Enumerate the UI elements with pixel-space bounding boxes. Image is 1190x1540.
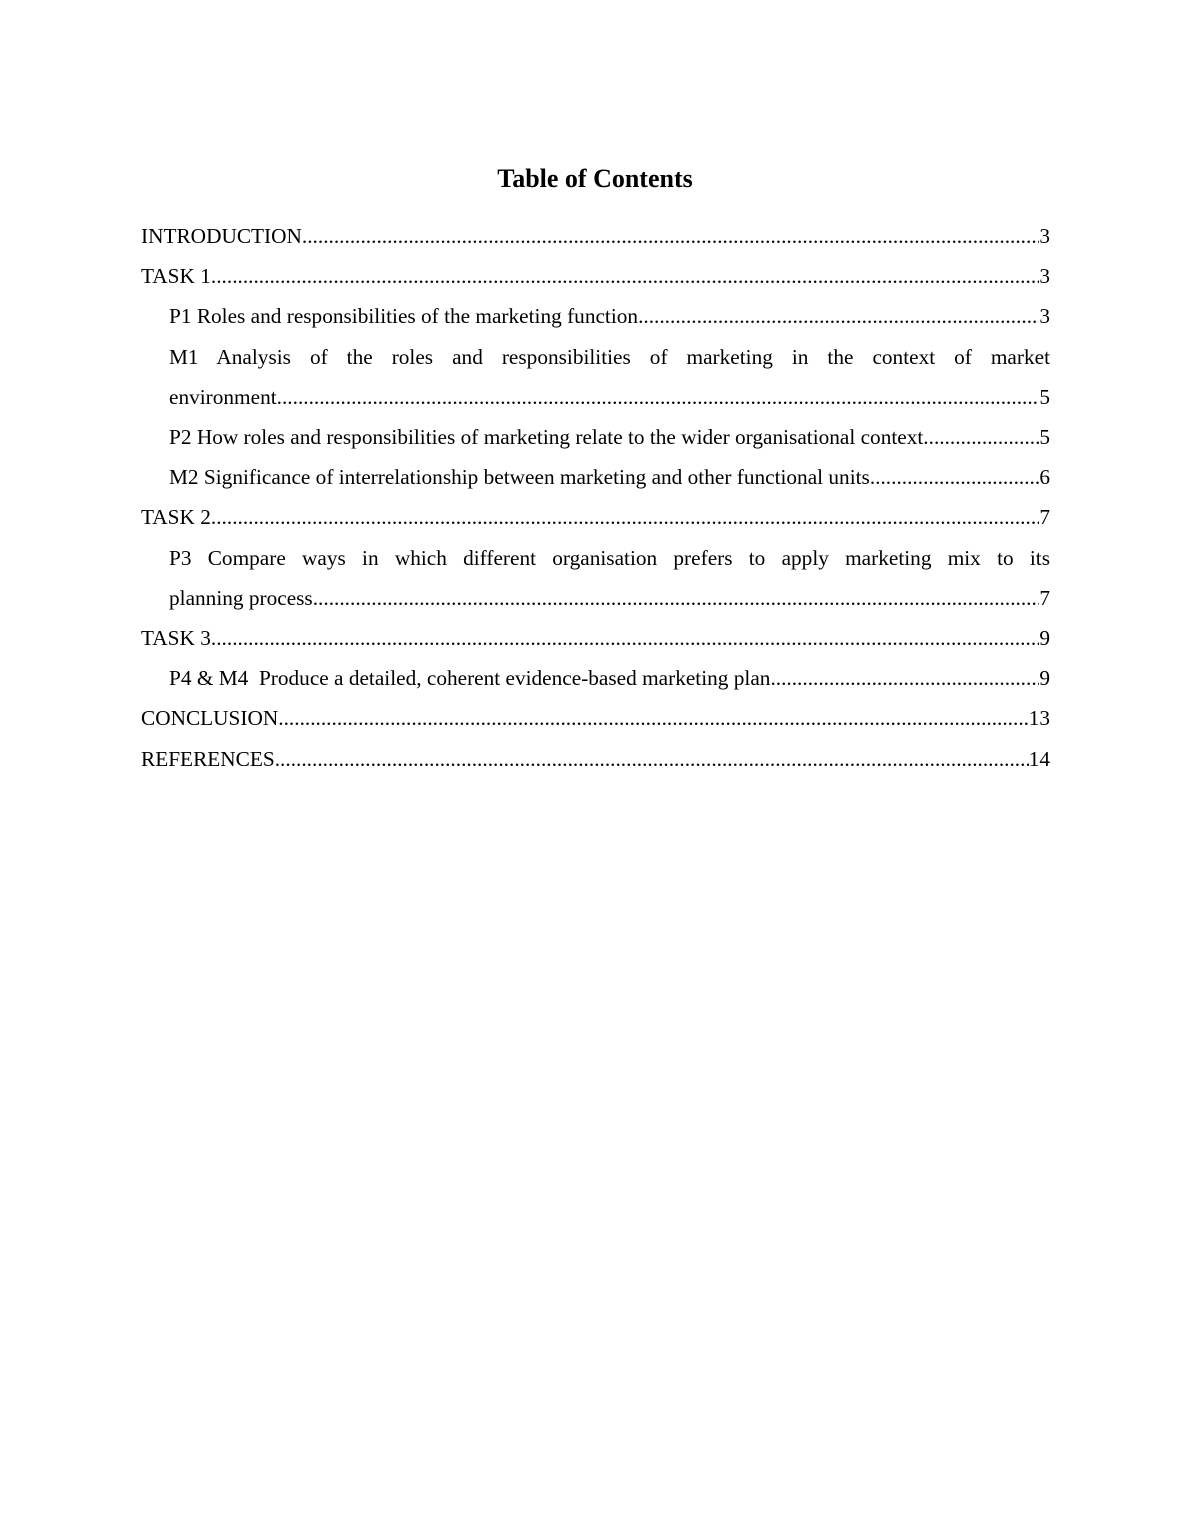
toc-entry-m1[interactable] [141,337,1050,417]
toc-entry-page-number: 7 [1039,585,1050,610]
toc-entry-label: CONCLUSION [141,706,279,731]
toc-entry-page-number: 5 [1039,384,1050,409]
toc-entry-page-number: 3 [1039,264,1050,289]
toc-entry-label-line-1: M1 Analysis of the roles and responsibilities of marketing in the context of market [169,344,1050,369]
toc-entry-page-number: 13 [1028,706,1050,731]
toc-entry-label: M2 Significance of interrelationship between marketing and other functional units [169,465,870,490]
toc-entry-label: TASK 3 [141,626,211,651]
toc-entry-label: TASK 2 [141,505,211,530]
toc-entry-page-number: 9 [1039,626,1050,651]
toc-entry-page-number: 14 [1028,746,1050,771]
toc-entry-page-number: 3 [1039,304,1050,329]
toc-entry-task-2[interactable] [141,497,1050,537]
dot-leader [302,216,1039,256]
toc-entry-p1[interactable] [141,296,1050,336]
toc-entry-label-line-2: environment [169,384,277,409]
toc-entry-introduction[interactable] [141,216,1050,256]
toc-entry-label-line-2: planning process [169,585,313,610]
toc-entry-label: P4 & M4 Produce a detailed, coherent evidence-based marketing plan [169,666,771,691]
table-of-contents [141,216,1050,779]
dot-leader [275,739,1029,779]
toc-entry-last-line [169,377,1050,417]
toc-entry-label-line-1: P3 Compare ways in which different organisation prefers to apply marketing mix to its [169,545,1050,570]
toc-title: Table of Contents [497,164,693,193]
toc-entry-label: P1 Roles and responsibilities of the marketing function [169,304,639,329]
toc-entry-last-line [169,578,1050,618]
dot-leader [211,497,1039,537]
toc-entry-m2[interactable] [141,457,1050,497]
toc-entry-p2[interactable] [141,417,1050,457]
toc-entry-page-number: 3 [1039,224,1050,248]
toc-entry-page-number: 6 [1039,465,1050,490]
toc-entry-task-3[interactable] [141,618,1050,658]
toc-entry-page-number: 9 [1039,666,1050,691]
toc-entry-task-1[interactable] [141,256,1050,296]
dot-leader [277,377,1040,417]
toc-entry-references[interactable] [141,739,1050,779]
toc-entry-p4-m4[interactable] [141,658,1050,698]
dot-leader [211,618,1039,658]
dot-leader [211,256,1039,296]
dot-leader [870,457,1040,497]
toc-entry-page-number: 7 [1039,505,1050,530]
dot-leader [923,417,1039,457]
dot-leader [770,658,1039,698]
toc-entry-conclusion[interactable] [141,698,1050,738]
toc-entry-label: INTRODUCTION [141,224,302,248]
dot-leader [638,296,1039,336]
toc-entry-p3[interactable] [141,538,1050,618]
dot-leader [278,698,1028,738]
toc-entry-label: P2 How roles and responsibilities of marketing relate to the wider organisational context [169,425,924,450]
dot-leader [313,578,1040,618]
toc-entry-label: REFERENCES [141,746,275,771]
toc-entry-page-number: 5 [1039,425,1050,450]
toc-entry-label: TASK 1 [141,264,211,289]
